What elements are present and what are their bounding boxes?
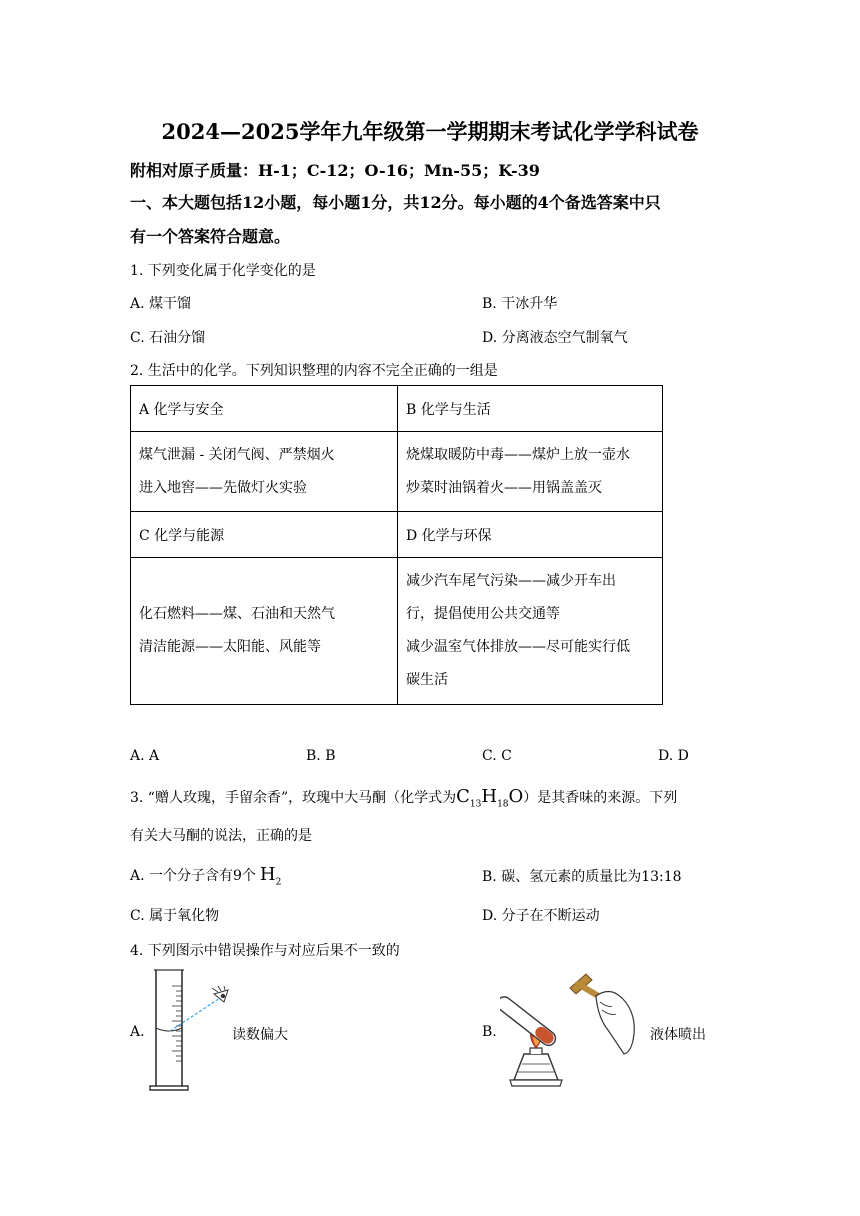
q1-option-b: B. 干冰升华	[482, 296, 558, 312]
table-d-line1: 减少汽车尾气污染——减少开车出	[406, 573, 616, 589]
table-cell-c-head: C 化学与能源	[131, 512, 398, 558]
formula-h: H	[481, 786, 498, 807]
q3-stem-line1	[130, 786, 677, 810]
table-b-line1: 烧煤取暖防中毒——煤炉上放一壶水	[406, 446, 630, 463]
formula-h2: H	[259, 864, 276, 885]
q3-stem-line2: 有关大马酮的说法，正确的是	[130, 828, 312, 844]
table-cell-c-body	[131, 558, 398, 705]
q4-option-b-text: 液体喷出	[650, 1027, 706, 1043]
formula-h2-sub: 2	[275, 877, 282, 888]
q1-option-c: C. 石油分馏	[130, 330, 206, 346]
table-d-line2: 行，提倡使用公共交通等	[406, 606, 560, 622]
q3-option-a-text: A. 一个分子含有9个	[130, 868, 256, 884]
q2-option-c: C. C	[482, 748, 512, 764]
q4-stem: 4. 下列图示中错误操作与对应后果不一致的	[130, 943, 400, 959]
q1-option-a: A. 煤干馏	[130, 296, 192, 312]
page-title: 2024—2025学年九年级第一学期期末考试化学学科试卷	[161, 119, 699, 144]
q4-option-a-text: 读数偏大	[232, 1027, 288, 1043]
formula-h-sub: 18	[497, 799, 509, 810]
q3-formula	[456, 786, 524, 810]
section1-line2: 有一个答案符合题意。	[130, 227, 291, 246]
table-cell-b-body	[398, 432, 663, 512]
table-d-line3: 减少温室气体排放——尽可能实行低	[406, 639, 630, 655]
table-c-line2: 清洁能源——太阳能、风能等	[139, 639, 321, 655]
q2-table	[130, 385, 663, 705]
table-a-line1: 煤气泄漏 - 关闭气阀、严禁烟火	[139, 446, 335, 463]
table-cell-d-head: D 化学与环保	[398, 512, 663, 558]
table-cell-a-head: A 化学与安全	[131, 386, 398, 432]
q1-stem: 1. 下列变化属于化学变化的是	[130, 263, 316, 279]
q4-option-a-label: A.	[130, 1024, 145, 1040]
q3-stem-post: ）是其香味的来源。下列	[523, 790, 678, 806]
q2-option-b: B. B	[306, 748, 336, 764]
table-cell-a-body	[131, 432, 398, 512]
q3-option-a-formula	[259, 864, 282, 888]
graduated-cylinder-figure	[148, 968, 238, 1094]
q3-option-d: D. 分子在不断运动	[482, 908, 600, 924]
table-cell-b-head: B 化学与生活	[398, 386, 663, 432]
table-c-line1: 化石燃料——煤、石油和天然气	[139, 606, 335, 622]
atomic-masses: 附相对原子质量：H-1；C-12；O-16；Mn-55；K-39	[130, 161, 540, 180]
formula-c-sub: 13	[469, 799, 482, 810]
table-b-line2: 炒菜时油锅着火——用锅盖盖灭	[406, 479, 602, 496]
table-cell-d-body	[398, 558, 663, 705]
heating-test-tube-figure	[500, 968, 640, 1092]
q1-option-d: D. 分离液态空气制氧气	[482, 330, 628, 346]
q3-option-c: C. 属于氧化物	[130, 908, 220, 924]
q3-option-b: B. 碳、氢元素的质量比为13:18	[482, 869, 682, 885]
q2-option-d: D. D	[658, 748, 689, 764]
q3-stem-pre: 3. “赠人玫瑰，手留余香”，玫瑰中大马酮（化学式为	[130, 790, 457, 806]
q4-option-b-label: B.	[482, 1024, 497, 1040]
table-d-line4: 碳生活	[406, 672, 448, 688]
q2-option-a: A. A	[130, 748, 160, 764]
formula-c: C	[456, 786, 470, 807]
formula-o: O	[508, 786, 524, 807]
q2-stem: 2. 生活中的化学。下列知识整理的内容不完全正确的一组是	[130, 363, 498, 379]
table-a-line2: 进入地窖——先做灯火实验	[139, 479, 307, 496]
q3-option-a	[130, 864, 281, 888]
section1-line1: 一、本大题包括12小题，每小题1分，共12分。每小题的4个备选答案中只	[130, 193, 661, 212]
